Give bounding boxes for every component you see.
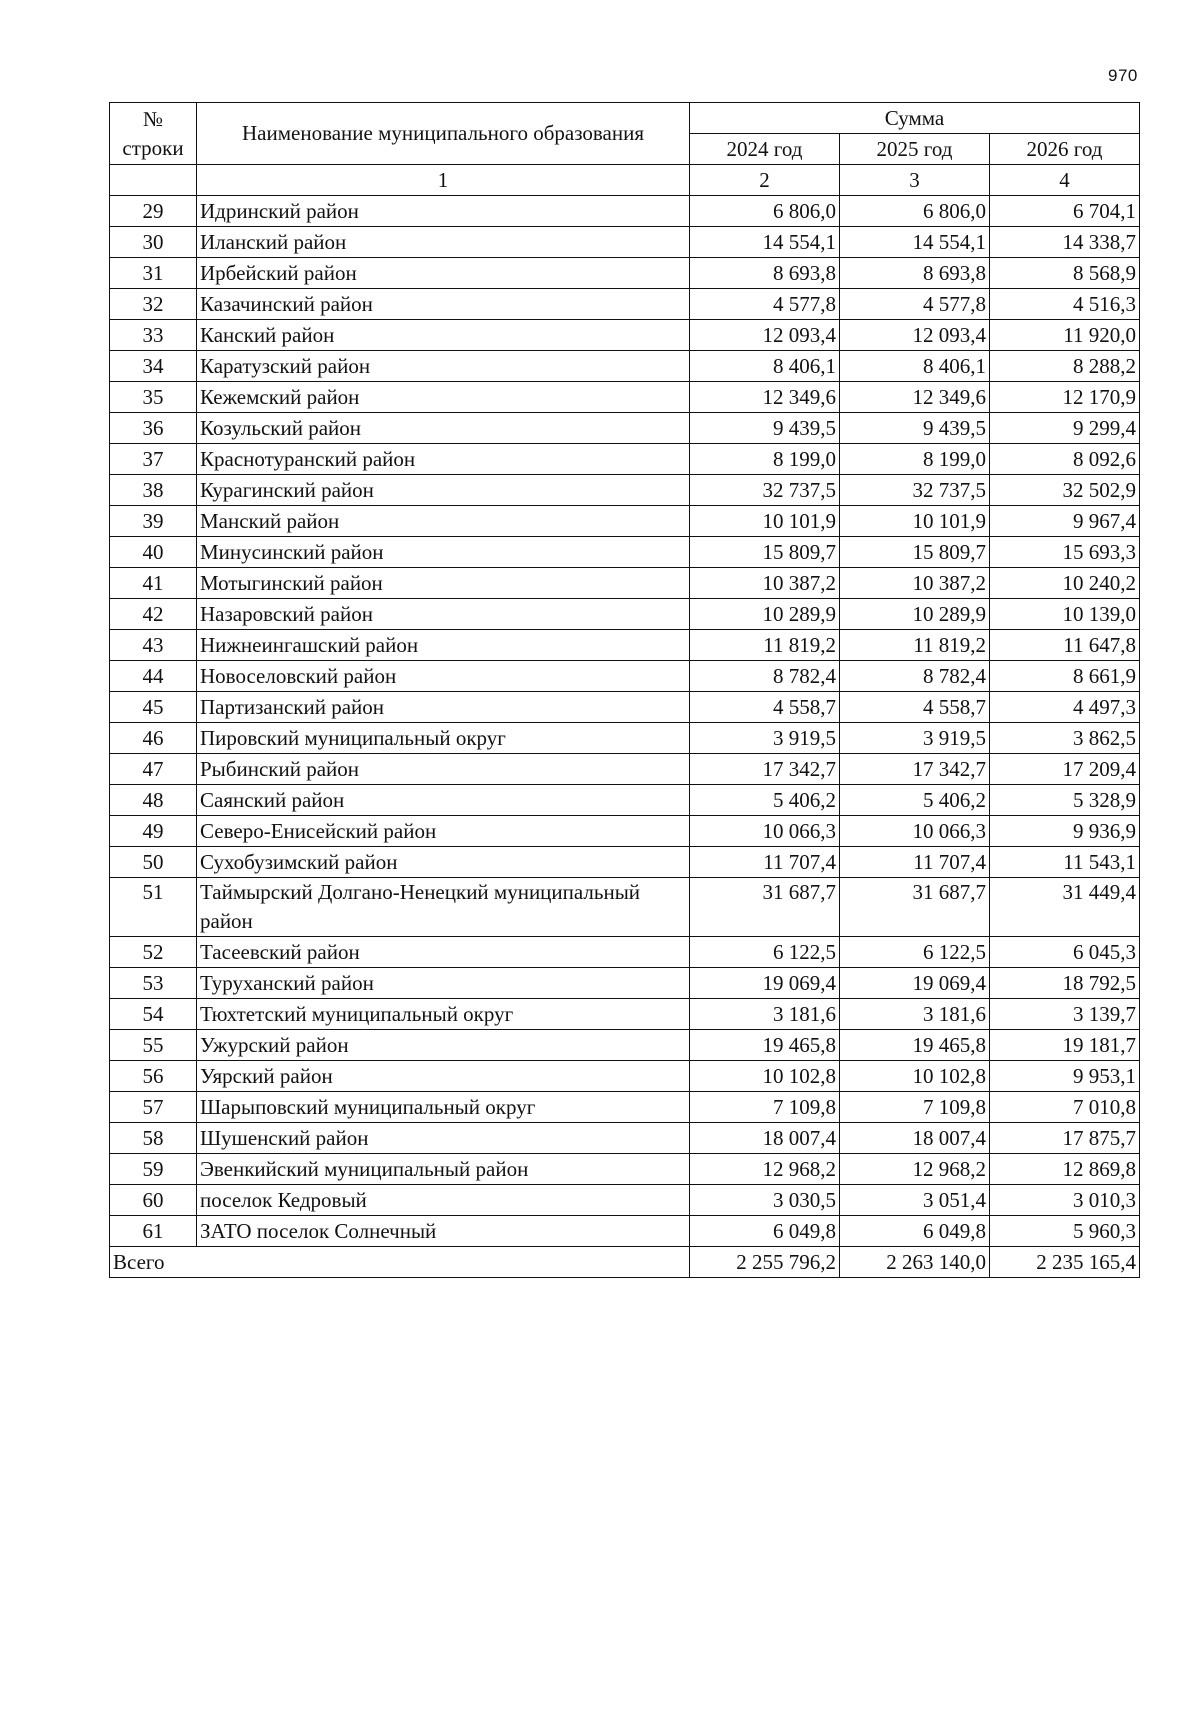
- table-row: [110, 506, 1140, 537]
- total-label: Всего: [110, 1247, 690, 1278]
- row-value-2026: 7 010,8: [990, 1092, 1140, 1123]
- row-name: ЗАТО поселок Солнечный: [197, 1216, 690, 1247]
- row-number: 44: [110, 661, 197, 692]
- row-value-2026: 11 647,8: [990, 630, 1140, 661]
- table-row: [110, 816, 1140, 847]
- row-value-2024: 11 707,4: [690, 847, 840, 878]
- row-value-2026: 3 139,7: [990, 999, 1140, 1030]
- row-name: Тюхтетский муниципальный округ: [197, 999, 690, 1030]
- row-value-2024: 5 406,2: [690, 785, 840, 816]
- row-number: 34: [110, 351, 197, 382]
- row-value-2024: 6 122,5: [690, 937, 840, 968]
- header-sum: Сумма: [690, 103, 1140, 134]
- row-value-2026: 15 693,3: [990, 537, 1140, 568]
- row-value-2024: 19 069,4: [690, 968, 840, 999]
- row-value-2026: 19 181,7: [990, 1030, 1140, 1061]
- row-value-2024: 3 181,6: [690, 999, 840, 1030]
- row-name: Мотыгинский район: [197, 568, 690, 599]
- row-value-2026: 6 704,1: [990, 196, 1140, 227]
- index-cell-2: 2: [690, 165, 840, 196]
- row-value-2024: 4 577,8: [690, 289, 840, 320]
- row-number: 30: [110, 227, 197, 258]
- header-year-2024: 2024 год: [690, 134, 840, 165]
- row-value-2026: 5 960,3: [990, 1216, 1140, 1247]
- total-2025: 2 263 140,0: [840, 1247, 990, 1278]
- row-value-2025: 9 439,5: [840, 413, 990, 444]
- row-value-2025: 4 558,7: [840, 692, 990, 723]
- row-value-2025: 15 809,7: [840, 537, 990, 568]
- table-row: [110, 413, 1140, 444]
- row-value-2024: 4 558,7: [690, 692, 840, 723]
- row-value-2026: 11 543,1: [990, 847, 1140, 878]
- row-name: Туруханский район: [197, 968, 690, 999]
- row-value-2024: 8 406,1: [690, 351, 840, 382]
- row-number: 56: [110, 1061, 197, 1092]
- row-number: 37: [110, 444, 197, 475]
- row-value-2025: 31 687,7: [840, 878, 990, 937]
- row-number: 36: [110, 413, 197, 444]
- row-name: Новоселовский район: [197, 661, 690, 692]
- row-value-2025: 18 007,4: [840, 1123, 990, 1154]
- table-row: [110, 692, 1140, 723]
- row-value-2024: 31 687,7: [690, 878, 840, 937]
- row-value-2026: 14 338,7: [990, 227, 1140, 258]
- header-row-number-label: строки: [122, 135, 184, 160]
- row-number: 49: [110, 816, 197, 847]
- row-name: Канский район: [197, 320, 690, 351]
- row-value-2026: 11 920,0: [990, 320, 1140, 351]
- row-value-2026: 8 092,6: [990, 444, 1140, 475]
- row-number: 31: [110, 258, 197, 289]
- table-row: [110, 537, 1140, 568]
- row-value-2026: 9 936,9: [990, 816, 1140, 847]
- row-number: 51: [110, 878, 197, 937]
- row-value-2026: 8 661,9: [990, 661, 1140, 692]
- row-value-2024: 3 030,5: [690, 1185, 840, 1216]
- row-value-2025: 19 465,8: [840, 1030, 990, 1061]
- row-value-2026: 9 953,1: [990, 1061, 1140, 1092]
- row-value-2025: 10 101,9: [840, 506, 990, 537]
- row-value-2024: 6 806,0: [690, 196, 840, 227]
- row-value-2025: 8 693,8: [840, 258, 990, 289]
- table-row: [110, 1061, 1140, 1092]
- header-year-2026: 2026 год: [990, 134, 1140, 165]
- row-number: 40: [110, 537, 197, 568]
- index-cell-0: [110, 165, 197, 196]
- row-value-2024: 9 439,5: [690, 413, 840, 444]
- row-value-2025: 3 051,4: [840, 1185, 990, 1216]
- row-value-2024: 10 289,9: [690, 599, 840, 630]
- table-row: [110, 785, 1140, 816]
- row-number: 39: [110, 506, 197, 537]
- row-value-2026: 8 288,2: [990, 351, 1140, 382]
- total-row: [110, 1247, 1140, 1278]
- row-value-2025: 7 109,8: [840, 1092, 990, 1123]
- row-value-2025: 10 066,3: [840, 816, 990, 847]
- row-value-2026: 9 967,4: [990, 506, 1140, 537]
- table-row: [110, 1216, 1140, 1247]
- row-value-2025: 12 093,4: [840, 320, 990, 351]
- row-value-2025: 17 342,7: [840, 754, 990, 785]
- total-2024: 2 255 796,2: [690, 1247, 840, 1278]
- table-row: [110, 599, 1140, 630]
- row-value-2024: 12 093,4: [690, 320, 840, 351]
- row-number: 43: [110, 630, 197, 661]
- row-name: Минусинский район: [197, 537, 690, 568]
- row-value-2024: 10 066,3: [690, 816, 840, 847]
- row-value-2024: 12 349,6: [690, 382, 840, 413]
- row-value-2024: 8 199,0: [690, 444, 840, 475]
- row-value-2024: 17 342,7: [690, 754, 840, 785]
- row-name: Тасеевский район: [197, 937, 690, 968]
- table-row: [110, 1154, 1140, 1185]
- row-value-2025: 32 737,5: [840, 475, 990, 506]
- row-name: Краснотуранский район: [197, 444, 690, 475]
- row-value-2025: 5 406,2: [840, 785, 990, 816]
- row-name: Пировский муниципальный округ: [197, 723, 690, 754]
- row-name: Шушенский район: [197, 1123, 690, 1154]
- row-name: Идринский район: [197, 196, 690, 227]
- table-header: [110, 103, 1140, 196]
- row-value-2025: 4 577,8: [840, 289, 990, 320]
- row-value-2026: 18 792,5: [990, 968, 1140, 999]
- row-name: Рыбинский район: [197, 754, 690, 785]
- row-name: Назаровский район: [197, 599, 690, 630]
- row-value-2025: 19 069,4: [840, 968, 990, 999]
- header-name: Наименование муниципального образования: [197, 103, 690, 165]
- row-number: 46: [110, 723, 197, 754]
- row-value-2025: 10 289,9: [840, 599, 990, 630]
- row-value-2024: 10 101,9: [690, 506, 840, 537]
- table-row: [110, 661, 1140, 692]
- row-value-2025: 10 102,8: [840, 1061, 990, 1092]
- table-row: [110, 475, 1140, 506]
- row-number: 38: [110, 475, 197, 506]
- table-row: [110, 1123, 1140, 1154]
- row-value-2024: 14 554,1: [690, 227, 840, 258]
- row-name: Козульский район: [197, 413, 690, 444]
- row-number: 52: [110, 937, 197, 968]
- row-value-2025: 10 387,2: [840, 568, 990, 599]
- row-number: 29: [110, 196, 197, 227]
- row-name: Ужурский район: [197, 1030, 690, 1061]
- table-row: [110, 878, 1140, 937]
- row-value-2025: 6 806,0: [840, 196, 990, 227]
- table-row: [110, 351, 1140, 382]
- table-row: [110, 227, 1140, 258]
- row-value-2024: 10 387,2: [690, 568, 840, 599]
- row-name: Кежемский район: [197, 382, 690, 413]
- row-value-2026: 12 869,8: [990, 1154, 1140, 1185]
- table-body: [110, 196, 1140, 1247]
- table-row: [110, 937, 1140, 968]
- row-value-2026: 5 328,9: [990, 785, 1140, 816]
- header-year-2025: 2025 год: [840, 134, 990, 165]
- page-number: 970: [1108, 66, 1138, 85]
- table-row: [110, 196, 1140, 227]
- row-name: Ирбейский район: [197, 258, 690, 289]
- row-value-2024: 3 919,5: [690, 723, 840, 754]
- row-number: 55: [110, 1030, 197, 1061]
- table-row: [110, 1092, 1140, 1123]
- table-row: [110, 258, 1140, 289]
- table-row: [110, 999, 1140, 1030]
- row-value-2024: 8 782,4: [690, 661, 840, 692]
- row-value-2024: 32 737,5: [690, 475, 840, 506]
- row-value-2026: 3 010,3: [990, 1185, 1140, 1216]
- row-value-2025: 6 122,5: [840, 937, 990, 968]
- table-row: [110, 847, 1140, 878]
- table-row: [110, 968, 1140, 999]
- table-row: [110, 568, 1140, 599]
- index-cell-1: 1: [197, 165, 690, 196]
- budget-table: [109, 102, 1140, 1278]
- row-value-2025: 8 782,4: [840, 661, 990, 692]
- row-name: Каратузский район: [197, 351, 690, 382]
- row-number: 58: [110, 1123, 197, 1154]
- header-row-number-symbol: №: [142, 106, 164, 131]
- row-name: Нижнеингашский район: [197, 630, 690, 661]
- header-row-number: [110, 103, 197, 165]
- index-row: [110, 165, 1140, 196]
- row-name: Шарыповский муниципальный округ: [197, 1092, 690, 1123]
- table-row: [110, 630, 1140, 661]
- row-value-2026: 17 209,4: [990, 754, 1140, 785]
- row-number: 61: [110, 1216, 197, 1247]
- row-value-2026: 10 139,0: [990, 599, 1140, 630]
- row-value-2026: 12 170,9: [990, 382, 1140, 413]
- row-value-2024: 6 049,8: [690, 1216, 840, 1247]
- row-number: 35: [110, 382, 197, 413]
- row-value-2025: 3 919,5: [840, 723, 990, 754]
- row-number: 53: [110, 968, 197, 999]
- row-value-2025: 14 554,1: [840, 227, 990, 258]
- row-name: Партизанский район: [197, 692, 690, 723]
- row-name: Северо-Енисейский район: [197, 816, 690, 847]
- table-row: [110, 289, 1140, 320]
- row-value-2025: 12 968,2: [840, 1154, 990, 1185]
- row-number: 48: [110, 785, 197, 816]
- row-number: 50: [110, 847, 197, 878]
- row-value-2025: 6 049,8: [840, 1216, 990, 1247]
- row-value-2025: 3 181,6: [840, 999, 990, 1030]
- row-value-2024: 19 465,8: [690, 1030, 840, 1061]
- row-value-2026: 3 862,5: [990, 723, 1140, 754]
- total-2026: 2 235 165,4: [990, 1247, 1140, 1278]
- row-value-2026: 17 875,7: [990, 1123, 1140, 1154]
- row-value-2026: 10 240,2: [990, 568, 1140, 599]
- row-value-2026: 32 502,9: [990, 475, 1140, 506]
- index-cell-3: 3: [840, 165, 990, 196]
- row-number: 32: [110, 289, 197, 320]
- row-value-2026: 4 516,3: [990, 289, 1140, 320]
- row-number: 60: [110, 1185, 197, 1216]
- row-value-2026: 31 449,4: [990, 878, 1140, 937]
- row-value-2025: 11 707,4: [840, 847, 990, 878]
- table-row: [110, 320, 1140, 351]
- row-name: Сухобузимский район: [197, 847, 690, 878]
- row-value-2025: 11 819,2: [840, 630, 990, 661]
- table-row: [110, 1185, 1140, 1216]
- table-row: [110, 723, 1140, 754]
- row-name: Курагинский район: [197, 475, 690, 506]
- row-value-2025: 8 199,0: [840, 444, 990, 475]
- row-name: Таймырский Долгано-Ненецкий муниципальный район: [197, 878, 690, 937]
- row-value-2024: 18 007,4: [690, 1123, 840, 1154]
- row-name: Казачинский район: [197, 289, 690, 320]
- row-name: Манский район: [197, 506, 690, 537]
- table-row: [110, 444, 1140, 475]
- row-number: 33: [110, 320, 197, 351]
- row-value-2024: 15 809,7: [690, 537, 840, 568]
- row-value-2026: 8 568,9: [990, 258, 1140, 289]
- row-name: Саянский район: [197, 785, 690, 816]
- row-value-2024: 7 109,8: [690, 1092, 840, 1123]
- row-value-2024: 10 102,8: [690, 1061, 840, 1092]
- row-value-2026: 9 299,4: [990, 413, 1140, 444]
- row-number: 45: [110, 692, 197, 723]
- row-name: Эвенкийский муниципальный район: [197, 1154, 690, 1185]
- row-number: 42: [110, 599, 197, 630]
- index-cell-4: 4: [990, 165, 1140, 196]
- row-value-2025: 8 406,1: [840, 351, 990, 382]
- row-value-2026: 6 045,3: [990, 937, 1140, 968]
- table-row: [110, 382, 1140, 413]
- row-name: Иланский район: [197, 227, 690, 258]
- row-name: Уярский район: [197, 1061, 690, 1092]
- row-number: 47: [110, 754, 197, 785]
- row-value-2025: 12 349,6: [840, 382, 990, 413]
- row-value-2024: 11 819,2: [690, 630, 840, 661]
- table-row: [110, 1030, 1140, 1061]
- row-value-2024: 12 968,2: [690, 1154, 840, 1185]
- row-number: 54: [110, 999, 197, 1030]
- table-row: [110, 754, 1140, 785]
- row-number: 59: [110, 1154, 197, 1185]
- row-number: 41: [110, 568, 197, 599]
- row-value-2026: 4 497,3: [990, 692, 1140, 723]
- row-name: поселок Кедровый: [197, 1185, 690, 1216]
- row-number: 57: [110, 1092, 197, 1123]
- row-value-2024: 8 693,8: [690, 258, 840, 289]
